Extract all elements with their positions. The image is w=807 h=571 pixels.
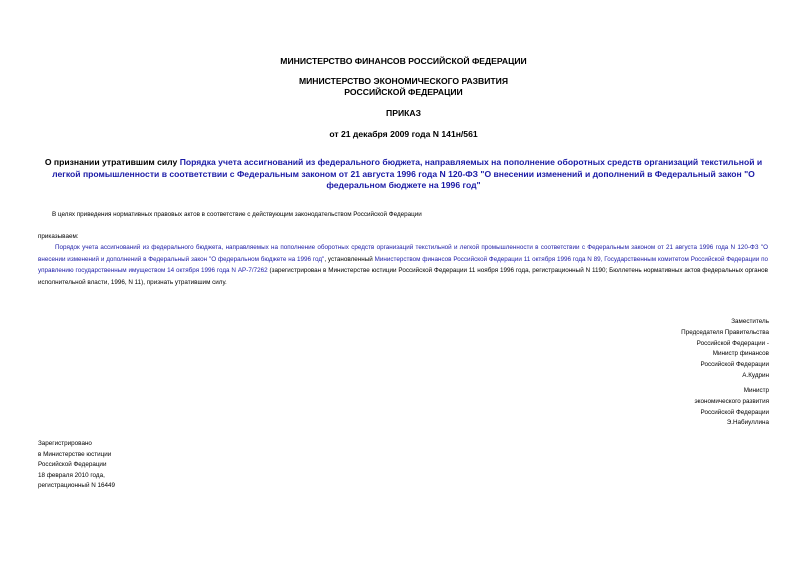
document-title [36,157,771,192]
document-type: ПРИКАЗ [386,108,421,118]
signature-line: Российской Федерации [700,361,769,369]
signature-line: Заместитель [731,318,769,325]
registration-line: в Министерстве юстиции [38,450,112,458]
ministry-econ-heading-line2: РОССИЙСКОЙ ФЕДЕРАЦИИ [344,87,463,97]
registration-line: Российской Федерации [38,461,107,469]
registration-block [38,439,115,492]
order-mid-text: , установленный [324,255,375,263]
signature-line: экономического развития [694,397,769,405]
order-link-procedure[interactable]: Порядок учета ассигнований из федерального бюджета, направляемых на пополнение оборотных средств организаций текстильной и легкой промышленности в соответствии с Федеральным законом от 21 августа 1996 года N 120-ФЗ "О внесении изменений и дополнений в Федеральный закон "О федеральном бюджете на 1996 год" [38,244,768,263]
signature-line: Министр финансов [712,350,769,358]
title-link[interactable]: Порядка учета ассигнований из федерального бюджета, направляемых на пополнение оборотных средств организаций текстильной и легкой промышленности в соответствии с Федеральным законом от 21 августа 1996 года N 120-ФЗ "О внесении изменений и дополнений в Федеральный закон "О федеральном бюджете на 1996 год" [52,157,763,190]
registration-line: Зарегистрировано [38,440,92,447]
signature-name: Э.Набиуллина [726,419,769,427]
title-prefix: О признании утратившим силу [44,157,180,167]
order-word: приказываем: [38,233,79,240]
signature-block-finance [681,317,769,382]
signature-block-econ [694,386,769,429]
signature-line: Министр [743,387,769,394]
order-tail-text: (зарегистрирован в Министерстве юстиции Российской Федерации 11 ноября 1996 года, регистрационный N 1190; Бюллетень нормативных актов федеральных органов исполнительной власти, 1996, N 11), признать утратившим силу. [38,267,768,286]
signature-name: А.Кудрин [742,371,769,379]
ministry-econ-heading-line1: МИНИСТЕРСТВО ЭКОНОМИЧЕСКОГО РАЗВИТИЯ [298,76,509,86]
order-link-ministry[interactable]: Министерством финансов Российской Федерации 11 октября 1996 года N 89, Государственным комитетом Российской Федерации по управлению государственным имуществом 14 октября 1996 года N АР-7/7262 [38,255,768,274]
document-date: от 21 декабря 2009 года N 141н/561 [329,129,478,139]
registration-line: 18 февраля 2010 года, [38,471,105,479]
preamble-text: В целях приведения нормативных правовых актов в соответствие с действующим законодательством Российской Федерации [52,211,422,218]
order-paragraph [38,242,768,288]
ministry-finance-heading: МИНИСТЕРСТВО ФИНАНСОВ РОССИЙСКОЙ ФЕДЕРАЦИИ [280,56,527,66]
signature-line: Российской Федерации [700,408,769,416]
signature-line: Российской Федерации - [696,339,769,347]
registration-line: регистрационный N 16449 [38,482,116,490]
signature-line: Председателя Правительства [681,328,769,336]
